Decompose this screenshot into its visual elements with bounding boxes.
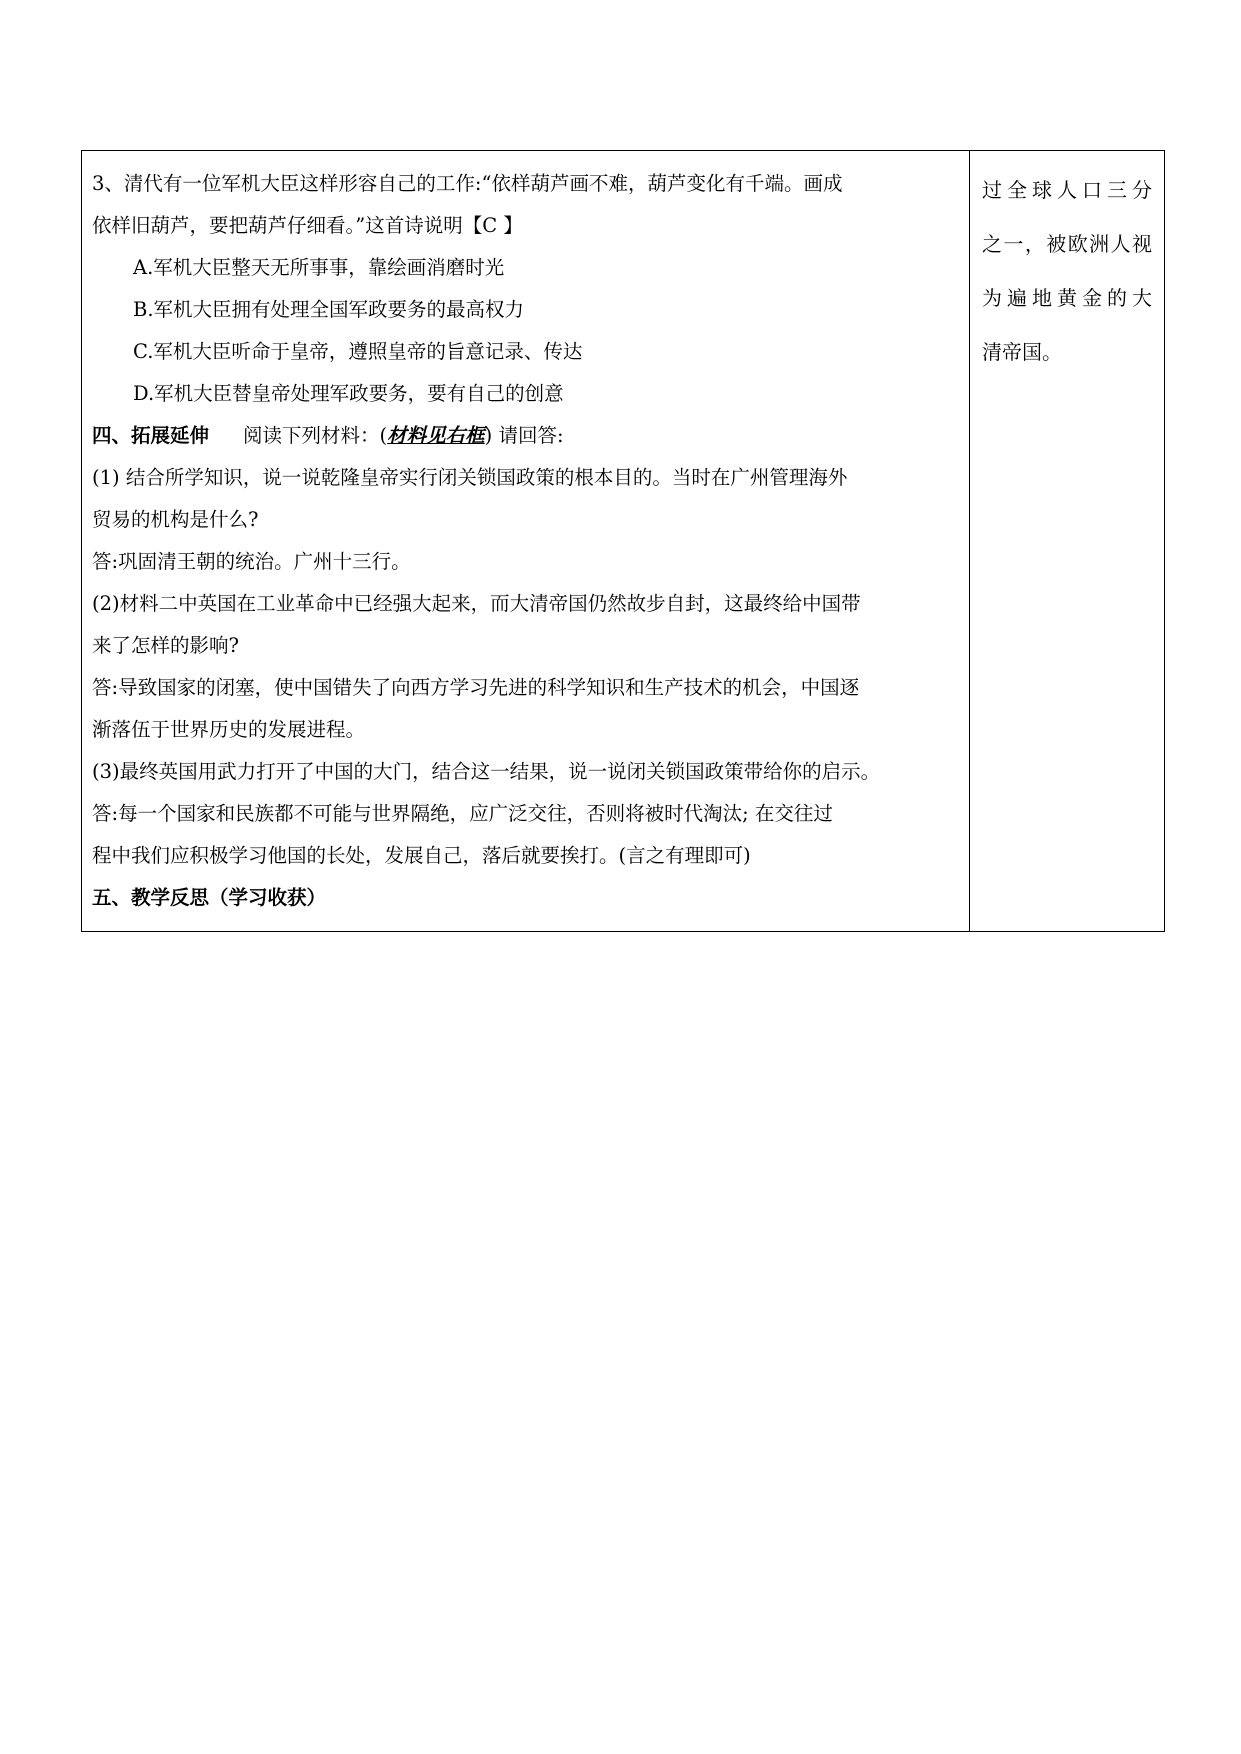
worksheet-table xyxy=(81,150,1165,932)
option-c: C.军机大臣听命于皇帝，遵照皇帝的旨意记录、传达 xyxy=(133,340,583,363)
answer-1: 答:巩固清王朝的统治。广州十三行。 xyxy=(92,550,411,573)
section-5-heading: 五、教学反思（学习收获） xyxy=(92,886,327,909)
question-3-line-2: 依样旧葫芦，要把葫芦仔细看。”这首诗说明【C 】 xyxy=(92,214,523,237)
answer-3-line-1: 答:每一个国家和民族都不可能与世界隔绝，应广泛交往，否则将被时代淘汰; 在交往过 xyxy=(92,802,833,825)
sub-question-1-line-2: 贸易的机构是什么? xyxy=(92,508,259,531)
section-4-intro-prefix: 阅读下列材料：( xyxy=(243,424,388,447)
main-content-cell xyxy=(82,151,970,931)
answer-2-line-2: 渐落伍于世界历史的发展进程。 xyxy=(92,718,366,741)
material-reference: 材料见右框 xyxy=(387,424,485,447)
material-line-1: 过全球人口三分 xyxy=(982,178,1152,202)
answer-2-line-1: 答:导致国家的闭塞，使中国错失了向西方学习先进的科学知识和生产技术的机会，中国逐 xyxy=(92,676,860,699)
sub-question-2-line-1: (2)材料二中英国在工业革命中已经强大起来，而大清帝国仍然故步自封，这最终给中国带 xyxy=(92,592,861,615)
section-4-intro-suffix: ) 请回答: xyxy=(484,424,564,447)
question-3-line-1: 3、清代有一位军机大臣这样形容自己的工作:“依样葫芦画不难，葫芦变化有千端。画成 xyxy=(92,172,843,195)
sub-question-3: (3)最终英国用武力打开了中国的大门，结合这一结果，说一说闭关锁国政策带给你的启示。 xyxy=(92,760,881,783)
answer-3-line-2: 程中我们应积极学习他国的长处，发展自己，落后就要挨打。(言之有理即可) xyxy=(92,844,751,867)
option-b: B.军机大臣拥有处理全国军政要务的最高权力 xyxy=(133,298,525,321)
option-a: A.军机大臣整天无所事事，靠绘画消磨时光 xyxy=(133,256,505,279)
material-line-4: 清帝国。 xyxy=(982,340,1062,364)
sub-question-2-line-2: 来了怎样的影响? xyxy=(92,634,239,657)
material-line-2: 之一，被欧洲人视 xyxy=(982,232,1152,256)
material-line-3: 为遍地黄金的大 xyxy=(982,286,1152,310)
section-4-intro xyxy=(92,415,959,457)
material-side-cell xyxy=(970,151,1164,931)
option-d: D.军机大臣替皇帝处理军政要务，要有自己的创意 xyxy=(133,382,564,405)
sub-question-1-line-1: (1) 结合所学知识，说一说乾隆皇帝实行闭关锁国政策的根本目的。当时在广州管理海外 xyxy=(92,466,848,489)
section-4-heading: 四、拓展延伸 xyxy=(92,424,210,447)
